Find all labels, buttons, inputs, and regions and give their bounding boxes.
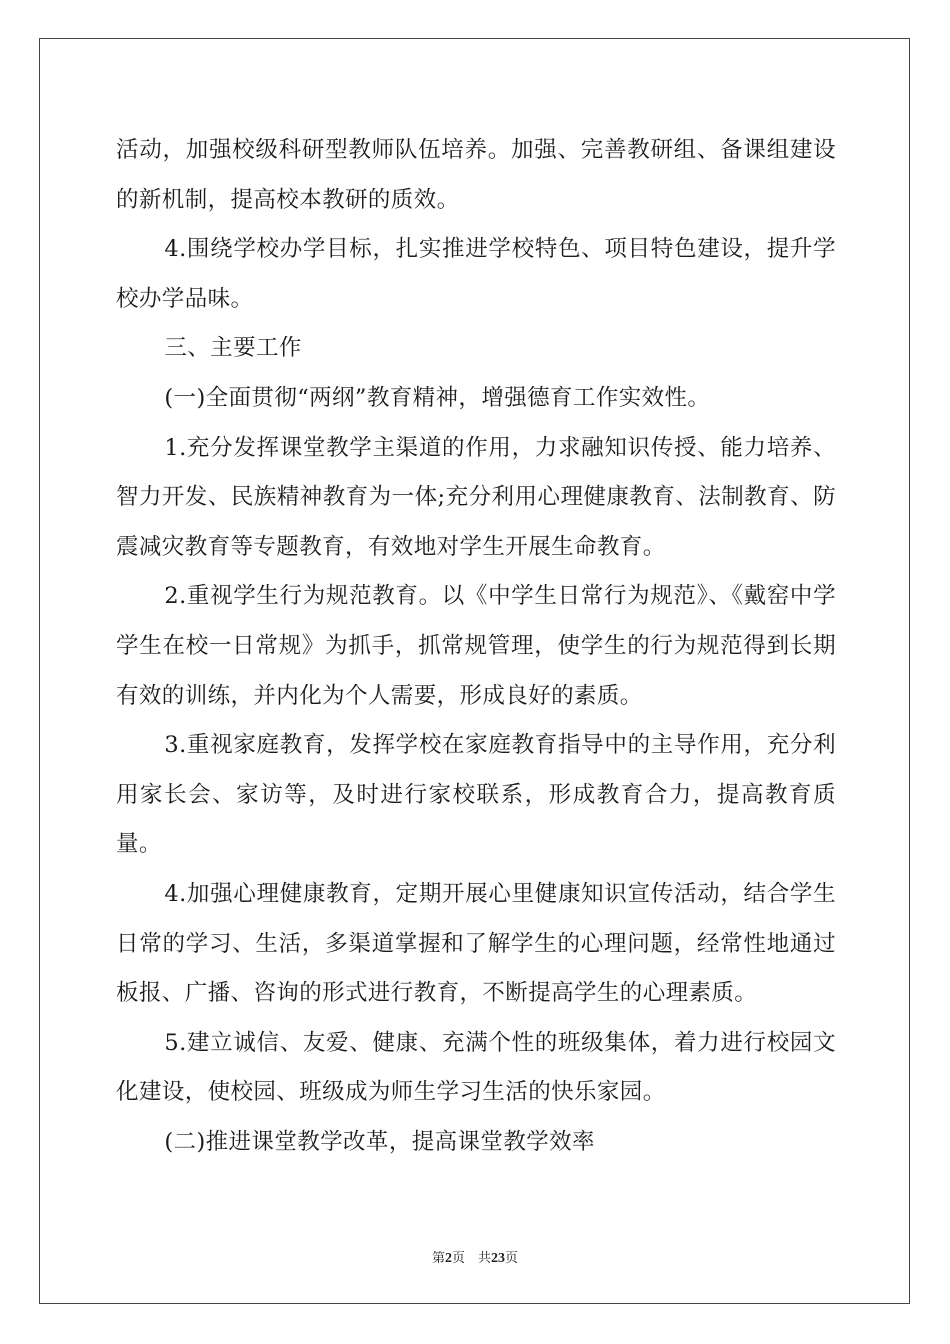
footer-middle: 页 共 xyxy=(451,1251,491,1266)
footer-current-page: 2 xyxy=(444,1251,452,1266)
subsection-heading-1: (一)全面贯彻“两纲”教育精神，增强德育工作实效性。 xyxy=(164,384,711,411)
paragraph-item-4-goals: 4.围绕学校办学目标，扎实推进学校特色、项目特色建设，提升学校办学品味。 xyxy=(116,236,836,312)
paragraph-continuation: 活动，加强校级科研型教师队伍培养。加强、完善教研组、备课组建设的新机制，提高校本教研的质效。 xyxy=(116,137,836,213)
paragraph-item-2: 2.重视学生行为规范教育。以《中学生日常行为规范》、《戴窑中学学生在校一日常规》为抓手，抓常规管理，使学生的行为规范得到长期有效的训练，并内化为个人需要，形成良好的素质。 xyxy=(116,583,836,709)
paragraph-item-5: 5.建立诚信、友爱、健康、充满个性的班级集体，着力进行校园文化建设，使校园、班级成为师生学习生活的快乐家园。 xyxy=(116,1029,836,1106)
footer-total-pages: 23 xyxy=(491,1251,505,1266)
paragraph-item-1: 1.充分发挥课堂教学主渠道的作用，力求融知识传授、能力培养、智力开发、民族精神教育为一体;充分利用心理健康教育、法制教育、防震减灾教育等专题教育，有效地对学生开展生命教育。 xyxy=(116,434,836,560)
subsection-heading-2: (二)推进课堂教学改革，提高课堂教学效率 xyxy=(164,1128,595,1155)
paragraph-item-4: 4.加强心理健康教育，定期开展心里健康知识宣传活动，结合学生日常的学习、生活，多渠道掌握和了解学生的心理问题，经常性地通过板报、广播、咨询的形式进行教育，不断提高学生的心理素质。 xyxy=(116,880,836,1007)
paragraph-item-3: 3.重视家庭教育，发挥学校在家庭教育指导中的主导作用，充分利用家长会、家访等，及时进行家校联系，形成教育合力，提高教育质量。 xyxy=(116,732,836,858)
document-body xyxy=(116,126,836,1167)
footer-prefix: 第 xyxy=(431,1251,445,1266)
section-heading-main-work: 三、主要工作 xyxy=(164,335,302,362)
footer-suffix: 页 xyxy=(505,1251,519,1266)
page-footer xyxy=(0,1247,950,1267)
